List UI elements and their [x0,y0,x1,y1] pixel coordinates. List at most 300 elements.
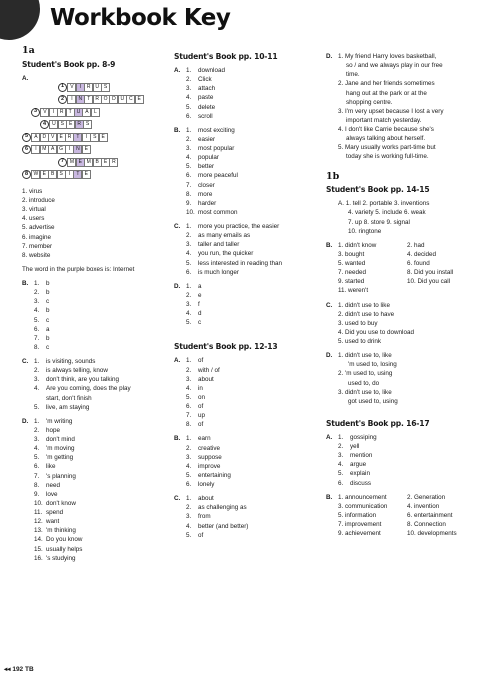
item-number: 5. [186,103,192,111]
answer-text: c [46,316,50,324]
item-number: 4. [338,461,344,469]
item-number: 5. [34,454,40,462]
answer-text: 's planning [46,472,76,480]
answer-text: 2. 'm used to, using [338,370,393,378]
answer-text: closer [198,181,215,189]
answer-pair [338,520,476,529]
item-number: 3. [186,513,192,521]
answer-text: as many emails as [198,232,251,240]
section-label [326,442,338,451]
section-label [22,384,34,393]
answer-text: 5. wanted [338,260,366,268]
answer-text: so / and we always play in our free [346,62,443,70]
answer-row [326,116,476,125]
puzzle-letter-cell: S [58,120,67,129]
section-label [174,300,186,309]
answer-row [326,360,476,369]
item-number: 2. [34,367,40,375]
puzzle-letter-cell: A [31,133,40,142]
puzzle-letter-cell: W [31,170,40,179]
answer-row [22,554,172,563]
puzzle-letter-cell: N [73,145,82,154]
section-label [326,310,338,319]
section-label [22,325,34,334]
section-label [326,250,338,259]
section-label [22,490,34,499]
answer-row [22,417,172,426]
item-number [34,394,46,403]
section-label [326,125,338,134]
answer-text: 2. had [407,241,425,249]
answer-row [174,434,322,443]
section-label [22,453,34,462]
puzzle-letter-cell: E [76,158,85,167]
answer-text: c [198,319,202,327]
answer-text: more peaceful [198,172,238,180]
section-label [326,134,338,143]
item-number: 6. [34,325,40,333]
section-label [326,259,338,268]
section-label [326,218,338,227]
puzzle-letter-cell: T [73,170,82,179]
answer-row [174,103,322,112]
section-1a-d [22,417,172,563]
answer-text: harder [198,199,217,207]
answer-pair [338,250,476,259]
answer-text: entertaining [198,471,231,479]
section-label [174,375,186,384]
answer-text: popular [198,154,220,162]
answer-text: 3. bought [338,250,365,258]
item-number: 3. [186,145,192,152]
item-number: 12. [34,518,43,526]
answer-text: 4. variety 5. include 6. weak [348,209,426,217]
section-label [22,375,34,384]
item-number: 3. [186,453,192,461]
item-number: 1. [186,223,192,230]
answer-row [174,93,322,102]
section-label [174,512,186,521]
answer-text: easier [198,135,216,143]
puzzle-letter-cell: M [40,145,49,154]
section-label [174,411,186,420]
answer-line: 1. virus [22,187,43,195]
answer-text: earn [198,435,211,443]
answer-row [174,411,322,420]
answer-row [326,433,476,442]
answer-row [326,89,476,98]
answer-text: got used to, using [348,397,398,405]
answer-text: Are you coming, does the play [46,385,131,393]
answer-text: 3. communication [338,502,388,510]
section-label: C. [326,301,333,309]
section-label [326,277,338,286]
section-label: C. [174,495,181,503]
answer-row [326,98,476,107]
answer-text [407,286,476,295]
section-label [326,337,338,346]
section-label: D. [174,282,181,290]
answer-row [174,366,322,375]
puzzle-letter-cell: M [84,158,93,167]
answer-text: about [198,375,214,383]
section-label [174,318,186,327]
section-label: B. [174,126,181,134]
section-label [326,520,338,529]
section-label [174,199,186,208]
answer-row [174,268,322,277]
item-number: 9. [34,490,40,498]
section-label [22,462,34,471]
answer-text: spend [46,509,64,517]
item-number: 8. [34,343,40,351]
puzzle-letter-cell: D [40,133,49,142]
section-label [22,444,34,453]
item-number: 3. [34,298,40,306]
answer-row [22,357,172,366]
answer-text: download [198,67,225,74]
puzzle-letter-cell: V [67,83,76,92]
item-number: 9. [186,199,192,207]
answer-text: 4. decided [407,250,437,258]
item-number: 10. [34,499,43,507]
section-label [174,208,186,217]
item-number: 1. [186,126,192,134]
answer-row [174,300,322,309]
answer-pair [338,268,476,277]
puzzle-letter-cell: S [83,120,92,129]
section-label [174,190,186,199]
column-2 [174,50,322,545]
item-number: 5. [186,259,192,267]
answer-text: want [46,518,60,526]
item-number: 4. [34,307,40,315]
item-number: 4. [186,250,192,258]
puzzle-letter-cell: A [48,145,57,154]
answer-text: most popular [198,145,235,152]
answer-row [22,481,172,490]
puzzle-letter-cell: E [135,95,144,104]
answer-text: A. 1. tell 2. portable 3. inventions [338,200,430,208]
answer-text: gossiping [350,433,377,441]
section-label [22,394,34,403]
answer-text: of [198,531,204,539]
unit-heading-1a: 1a [22,45,35,56]
item-number: 2. [34,426,40,434]
section-label [174,503,186,512]
item-number: 7. [34,334,40,342]
answer-row [174,199,322,208]
answer-text: of [198,403,204,410]
answer-row [326,152,476,161]
answer-line: 8. website [22,251,51,259]
section-label [174,471,186,480]
answer-line: 2. introduce [22,197,55,205]
answer-text: 6. entertainment [407,511,453,519]
answer-row [174,249,322,258]
answer-row [22,462,172,471]
section-label [326,286,338,295]
section-label: A. [174,357,181,365]
answer-row [22,306,172,315]
answer-row [22,334,172,343]
answer-text: love [46,490,58,498]
puzzle-letter-cell: M [67,158,76,167]
item-number: 1. [186,67,192,74]
answer-text: 7. up 8. store 9. signal [348,218,410,226]
section-label [326,397,338,406]
section-label [174,402,186,411]
item-number: 2. [186,76,192,84]
section-label [174,480,186,489]
answer-row [174,444,322,453]
item-number: 1. [186,435,192,443]
answer-row [326,337,476,346]
answer-row [326,529,476,538]
answer-text: a [198,282,202,290]
answer-text: start, don't finish [46,394,92,402]
answer-text: 4. invention [407,502,440,510]
section-label [326,369,338,378]
section-label [22,426,34,435]
section-label [326,143,338,152]
column-3 [326,52,476,543]
answer-row [22,279,172,288]
answer-row [174,318,322,327]
sb-heading-10-11: Student's Book pp. 10-11 [174,52,278,61]
answer-row [22,375,172,384]
section-label [174,444,186,453]
answer-text: of [198,357,204,365]
puzzle-letter-cell: E [66,120,75,129]
answer-row [326,379,476,388]
answer-text: 'm moving [46,445,75,453]
answer-text: usually helps [46,545,83,553]
answer-text: don't think, are you talking [46,376,119,384]
answer-pair [338,529,476,538]
puzzle-letter-cell: I [65,170,74,179]
puzzle-letter-cell: U [93,83,102,92]
section-label [174,240,186,249]
answer-text: Do you know [46,536,83,544]
answer-pair [338,259,476,268]
section-10-11-b [174,126,322,217]
answer-text: 9. achievement [338,530,381,538]
answer-row [22,325,172,334]
section-label [22,403,34,412]
answer-row [174,453,322,462]
section-label [22,545,34,554]
item-number: 3. [186,85,192,93]
puzzle-letter-cell: T [84,95,93,104]
answer-text: 'm writing [46,417,73,425]
answer-text: creative [198,444,221,452]
answer-row [326,301,476,310]
answer-text: important match yesterday. [346,116,422,124]
section-label [326,328,338,337]
answer-text: most common [198,208,238,216]
section-label [22,472,34,481]
section-label [174,420,186,429]
answer-row [22,343,172,352]
answer-text: better (and better) [198,522,249,530]
section-label [326,116,338,125]
section-14-15-b [326,241,476,296]
item-number: 10. [186,208,195,216]
section-label [174,93,186,102]
answer-row [326,227,476,236]
answer-row [326,460,476,469]
section-label [326,268,338,277]
answer-row [174,153,322,162]
section-14-15-c [326,301,476,347]
section-1a-c [22,357,172,412]
answer-row [22,288,172,297]
item-number: 2. [186,135,192,143]
section-label [326,70,338,79]
answer-text: c [46,343,50,351]
puzzle-letter-cell: U [74,108,83,117]
section-label: D. [326,352,333,360]
corner-circle-decoration [0,0,40,40]
puzzle-letter-cell: E [82,145,91,154]
answer-row [22,499,172,508]
answer-row [22,444,172,453]
section-label [174,181,186,190]
item-number: 8. [34,481,40,489]
answer-text: explain [350,470,370,478]
section-label [174,135,186,144]
answer-row [326,259,476,268]
section-label [22,554,34,563]
answer-text: f [198,301,200,308]
sb-heading-12-13: Student's Book pp. 12-13 [174,342,278,352]
answer-row [174,375,322,384]
answer-row [174,512,322,521]
answer-text: as challenging as [198,504,247,512]
answer-row [22,535,172,544]
answer-text: 3. didn't use to, like [338,388,392,396]
answer-text: mention [350,452,373,460]
section-label [326,227,338,236]
answer-text: 1. didn't use to, like [338,352,392,360]
answer-row [22,384,172,393]
section-12-13-c [174,494,322,540]
answer-text: d [198,310,202,318]
answer-text: paste [198,94,214,102]
section-12-13-a [174,356,322,429]
answer-line: 3. virtual [22,206,46,214]
section-16-17-b [326,493,476,539]
section-label [174,522,186,531]
item-number: 6. [186,268,192,276]
answer-row [174,171,322,180]
puzzle-number-circle: 8 [22,170,31,179]
answer-text: 5. used to drink [338,338,382,346]
item-number: 6. [34,463,40,471]
puzzle-letter-cell: I [67,95,76,104]
answer-text: 1. didn't know [338,241,377,249]
item-number: 4. [186,384,192,392]
section-label [174,84,186,93]
answer-row [22,517,172,526]
answer-text: most exciting [198,126,235,134]
answer-row [326,388,476,397]
answer-text: always talking about herself. [346,135,426,143]
answer-text: 10. Did you call [407,278,451,286]
section-label [22,288,34,297]
answer-text: discuss [350,479,371,487]
answer-text: b [46,334,50,342]
section-10-11-a [174,66,322,121]
answer-text: a [46,325,50,333]
answer-text: 3. used to buy [338,319,378,327]
section-label [174,144,186,153]
item-number: 1. [186,495,192,503]
section-label [174,112,186,121]
puzzle-number-circle: 5 [22,133,31,142]
item-number: 11. [34,509,43,517]
puzzle-row [58,83,110,92]
answer-line: 6. imagine [22,233,52,241]
answer-row [22,297,172,306]
answer-row [174,356,322,365]
answer-row [174,309,322,318]
answer-row [174,75,322,84]
section-label [326,89,338,98]
answer-text: is always telling, know [46,367,108,375]
answer-row [174,222,322,231]
answer-text: Click [198,76,212,84]
answer-row [174,208,322,217]
answer-row [326,442,476,451]
answer-row [174,503,322,512]
answer-row [326,479,476,488]
section-label: B. [22,280,29,288]
answer-row [326,351,476,360]
section-label [326,469,338,478]
item-number: 15. [34,545,43,553]
section-label [326,479,338,488]
puzzle-letter-cell: V [48,133,57,142]
puzzle-letter-cell: C [126,95,135,104]
section-12-13-b [174,434,322,489]
answer-row [174,84,322,93]
section-label [174,531,186,540]
puzzle-letter-cell: O [101,95,110,104]
answer-row [174,522,322,531]
page-title: Workbook Key [50,5,231,31]
answer-text: 7. needed [338,269,367,277]
item-number: 3. [186,301,192,308]
answer-row [22,426,172,435]
answer-row [326,319,476,328]
answer-text: 5. information [338,511,377,519]
item-number: 14. [34,536,43,544]
answer-text: 'm used to, losing [348,361,397,369]
answer-text: of [198,421,204,429]
answer-row [326,469,476,478]
item-number: 4. [186,94,192,102]
section-label [174,309,186,318]
answer-row [174,112,322,121]
section-label [22,343,34,352]
item-number: 3. [186,241,192,249]
item-number: 6. [186,172,192,180]
answer-text: is much longer [198,268,239,276]
item-number: 6. [186,403,192,410]
section-label [22,366,34,375]
